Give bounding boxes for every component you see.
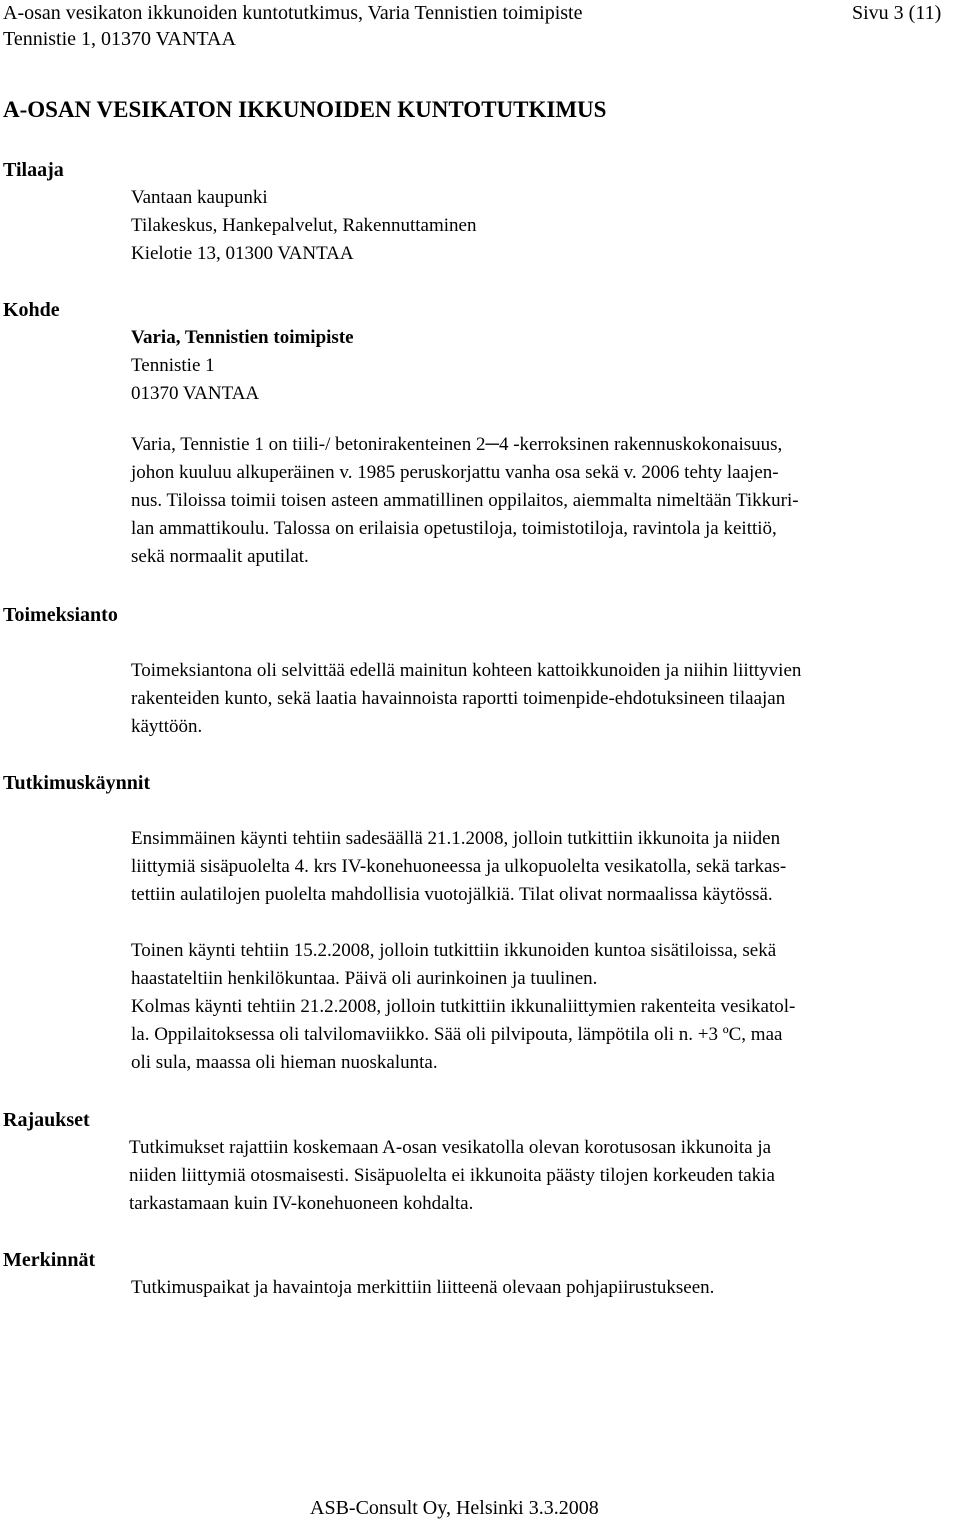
header-title-line2: Tennistie 1, 01370 VANTAA	[3, 28, 236, 50]
rajaukset-line: niiden liittymiä otosmaisesti. Sisäpuolelta ei ikkunoita päästy tilojen korkeuden takia	[129, 1165, 775, 1186]
toimeksianto-line: Toimeksiantona oli selvittää edellä mainitun kohteen kattoikkunoiden ja niihin liittyvien	[131, 660, 802, 681]
tutkimuskaynnit-line: liittymiä sisäpuolelta 4. krs IV-konehuoneessa ja ulkopuolelta vesikatolla, sekä tarkas-	[131, 856, 787, 877]
section-label-toimeksianto: Toimeksianto	[3, 604, 118, 626]
tilaaja-content	[131, 184, 476, 268]
section-label-kohde: Kohde	[3, 299, 60, 321]
tutkimuskaynnit-line: Toinen käynti tehtiin 15.2.2008, jolloin tutkittiin ikkunoiden kuntoa sisätiloissa, sekä	[131, 940, 777, 961]
section-label-rajaukset: Rajaukset	[3, 1109, 90, 1131]
kohde-address-line: 01370 VANTAA	[131, 383, 260, 404]
kohde-description-line: johon kuuluu alkuperäinen v. 1985 peruskorjattu vanha osa sekä v. 2006 tehty laajen-	[131, 462, 779, 483]
kohde-description-line: Varia, Tennistie 1 on tiili-/ betonirakenteinen 2─4 -kerroksinen rakennuskokonaisuus,	[131, 434, 783, 455]
section-label-tilaaja: Tilaaja	[3, 159, 64, 181]
page-number: Sivu 3 (11)	[852, 2, 942, 24]
merkinnat-content	[131, 1274, 714, 1302]
tutkimuskaynnit-line: la. Oppilaitoksessa oli talvilomaviikko. Sää oli pilvipouta, lämpötila oli n. +3 ºC, maa	[131, 1024, 783, 1045]
kohde-address-line: Tennistie 1	[131, 355, 215, 376]
kohde-description-line: lan ammattikoulu. Talossa on erilaisia opetustiloja, toimistotiloja, ravintola ja keittiö,	[131, 518, 777, 539]
footer-text: ASB-Consult Oy, Helsinki 3.3.2008	[310, 1497, 599, 1519]
kohde-address	[131, 324, 354, 408]
section-label-merkinnat: Merkinnät	[3, 1249, 96, 1271]
rajaukset-content	[129, 1134, 775, 1218]
tutkimuskaynnit-para2	[131, 937, 795, 1077]
kohde-description	[131, 431, 799, 571]
tutkimuskaynnit-para1	[131, 825, 786, 909]
tutkimuskaynnit-line: tettiin aulatilojen puolelta mahdollisia vuotojälkiä. Tilat olivat normaalissa käytössä.	[131, 884, 773, 905]
tutkimuskaynnit-line: Ensimmäinen käynti tehtiin sadesäällä 21.1.2008, jolloin tutkittiin ikkunoita ja niiden	[131, 828, 781, 849]
tutkimuskaynnit-line: Kolmas käynti tehtiin 21.2.2008, jolloin tutkittiin ikkunaliittymien rakenteita vesikatol-	[131, 996, 796, 1017]
tutkimuskaynnit-line: haastateltiin henkilökuntaa. Päivä oli aurinkoinen ja tuulinen.	[131, 968, 598, 989]
toimeksianto-line: rakenteiden kunto, sekä laatia havainnoista raportti toimenpide-ehdotuksineen tilaajan	[131, 688, 786, 709]
tilaaja-line: Kielotie 13, 01300 VANTAA	[131, 243, 354, 264]
toimeksianto-line: käyttöön.	[131, 716, 203, 737]
toimeksianto-content	[131, 657, 801, 741]
kohde-name: Varia, Tennistien toimipiste	[131, 327, 354, 348]
rajaukset-line: Tutkimukset rajattiin koskemaan A-osan vesikatolla olevan korotusosan ikkunoita ja	[129, 1137, 772, 1158]
tilaaja-line: Vantaan kaupunki	[131, 187, 268, 208]
merkinnat-line: Tutkimuspaikat ja havaintoja merkittiin liitteenä olevaan pohjapiirustukseen.	[131, 1277, 715, 1298]
kohde-description-line: nus. Tiloissa toimii toisen asteen ammatillinen oppilaitos, aiemmalta nimeltään Tikkuri-	[131, 490, 799, 511]
page-title: A-OSAN VESIKATON IKKUNOIDEN KUNTOTUTKIMUS	[3, 97, 607, 122]
header-title-line1: A-osan vesikaton ikkunoiden kuntotutkimus, Varia Tennistien toimipiste	[3, 2, 583, 24]
rajaukset-line: tarkastamaan kuin IV-konehuoneen kohdalta.	[129, 1193, 474, 1214]
tilaaja-line: Tilakeskus, Hankepalvelut, Rakennuttaminen	[131, 215, 477, 236]
section-label-tutkimuskaynnit: Tutkimuskäynnit	[3, 772, 151, 794]
tutkimuskaynnit-line: oli sula, maassa oli hieman nuoskalunta.	[131, 1052, 438, 1073]
kohde-description-line: sekä normaalit aputilat.	[131, 546, 309, 567]
